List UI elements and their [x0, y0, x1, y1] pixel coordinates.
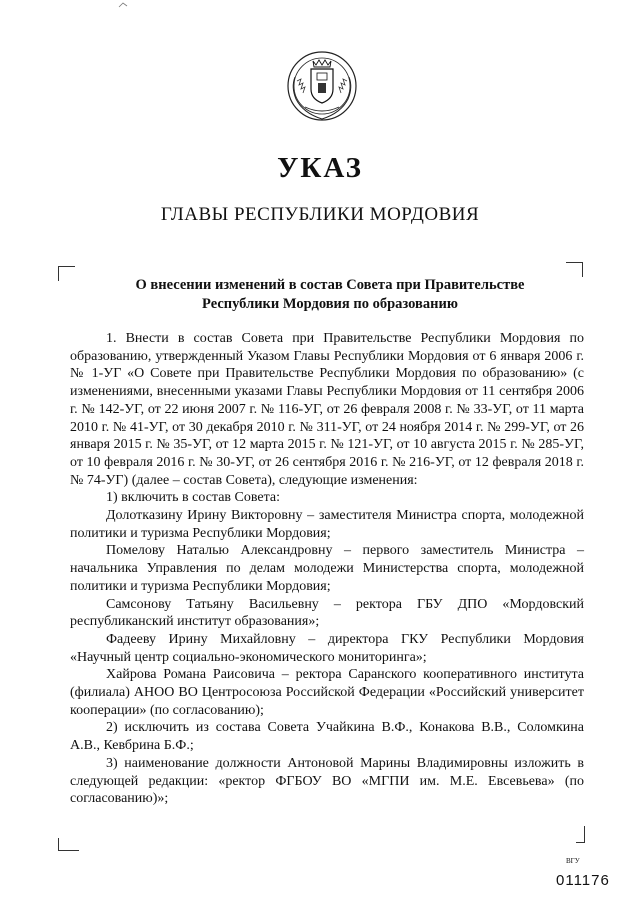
document-subtitle: ГЛАВЫ РЕСПУБЛИКИ МОРДОВИЯ	[160, 204, 480, 225]
paragraph: Хайрова Романа Раисовича – ректора Саранского кооперативного института (филиала) АНОО ВО Центросоюза Российской Федерации «Российский университет кооперации» (по согласованию);	[70, 667, 584, 718]
serial-number: 011176	[556, 872, 610, 889]
corner-mark-bottom-left	[58, 838, 79, 851]
decree-body	[70, 330, 584, 808]
document-title: УКАЗ	[277, 152, 363, 184]
corner-mark-bottom-right	[576, 826, 585, 843]
paragraph: Помелову Наталью Александровну – первого заместитель Министра – начальника Управления по делам молодежи Министерства спорта, молодежной политики и туризма Республики Мордовия;	[70, 543, 584, 594]
corner-mark-top-left	[58, 266, 75, 281]
paragraph: Самсонову Татьяну Васильевну – ректора ГБУ ДПО «Мордовский республиканский институт образования»;	[70, 596, 584, 630]
coat-of-arms-icon	[283, 47, 361, 125]
paragraph: 1. Внести в состав Совета при Правительстве Республики Мордовия по образованию, утвержденный Указом Главы Республики Мордовия от 6 января 2006 г. № 1-УГ «О Совете при Правительстве Республики Мордовия по образованию» (с изменениями, внесенными указами Главы Республики Мордовия от 11 сентября 2006 г. № 142-УГ, от 22 июня 2007 г. № 116-УГ, от 26 февраля 2008 г. № 33-УГ, от 11 марта 2010 г. № 41-УГ, от 30 декабря 2010 г. № 311-УГ, от 24 ноября 2014 г. № 299-УГ, от 26 января 2015 г. № 35-УГ, от 12 марта 2015 г. № 121-УГ, от 10 августа 2015 г. № 285-УГ, от 10 февраля 2016 г. № 30-УГ, от 26 сентября 2016 г. № 216-УГ, от 12 февраля 2018 г. № 74-УГ) (далее – состав Совета), следующие изменения:	[70, 331, 584, 488]
paragraph: 2) исключить из состава Совета Учайкина В.Ф., Конакова В.В., Соломкина А.В., Кевбрина Б.Ф.;	[70, 720, 584, 754]
scan-mark	[118, 2, 128, 8]
stamp-small-text: ВГУ	[566, 857, 580, 865]
heading-line-1: О внесении изменений в состав Совета при Правительстве	[135, 277, 525, 293]
paragraph: 3) наименование должности Антоновой Марины Владимировны изложить в следующей редакции: «ректор ФГБОУ ВО «МГПИ им. М.Е. Евсевьева» (по согласованию)»;	[70, 755, 584, 807]
corner-mark-top-right	[566, 262, 583, 277]
paragraph: Фадееву Ирину Михайловну – директора ГКУ Республики Мордовия «Научный центр социально-экономического мониторинга»;	[70, 631, 584, 665]
paragraph: 1) включить в состав Совета:	[106, 490, 280, 506]
paragraph: Долотказину Ирину Викторовну – заместителя Министра спорта, молодежной политики и туризма Республики Мордовия;	[70, 508, 584, 541]
heading-line-2: Республики Мордовия по образованию	[202, 296, 458, 312]
decree-heading	[110, 276, 550, 314]
